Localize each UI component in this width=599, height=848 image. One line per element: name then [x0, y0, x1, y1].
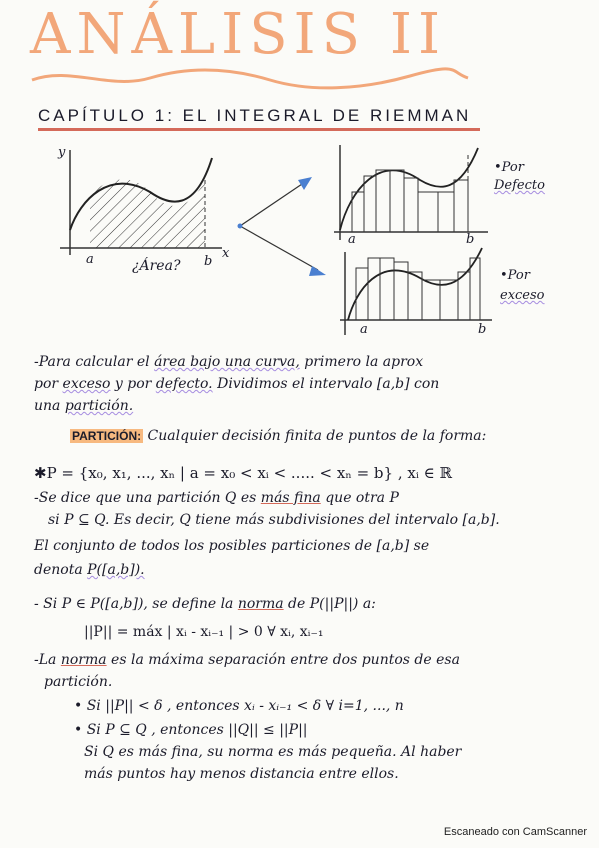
- text-line-1: -Para calcular el área bajo una curva, primero la aprox: [34, 354, 424, 370]
- left-y-label: y: [58, 145, 66, 160]
- text-line-10: - Si P ∈ P([a,b]), se define la norma de P(||P||) a:: [34, 596, 376, 612]
- particion-highlight: PARTICIÓN:: [72, 429, 142, 443]
- defect-caption-1: •Por: [494, 160, 524, 175]
- text-line-16: Si Q es más fina, su norma es más pequeña. Al haber: [84, 744, 462, 760]
- defect-plot: [334, 145, 488, 240]
- text-line-14: • Si ||P|| < δ , entonces xᵢ - xᵢ₋₁ < δ ∀ i=1, ..., n: [74, 698, 404, 714]
- text-line-9: denota P([a,b]).: [34, 562, 145, 578]
- norm-formula: ||P|| = máx | xᵢ - xᵢ₋₁ | > 0 ∀ xᵢ, xᵢ₋₁: [84, 624, 324, 640]
- text-line-17: más puntos hay menos distancia entre ellos.: [84, 766, 399, 782]
- partition-definition: ✱P = {x₀, x₁, ..., xₙ | a = x₀ < xᵢ < ..... < xₙ = b} , xᵢ ∈ ℝ: [34, 464, 452, 482]
- left-b-label: b: [204, 254, 213, 269]
- defect-b-label: b: [466, 232, 475, 247]
- excess-caption-1: •Por: [500, 268, 530, 283]
- excess-a-label: a: [360, 322, 368, 337]
- scanner-watermark: Escaneado con CamScanner: [443, 826, 587, 838]
- text-line-12: -La norma es la máxima separación entre dos puntos de esa: [34, 652, 460, 668]
- left-area-plot: [60, 150, 222, 255]
- text-line-2: por exceso y por defecto. Dividimos el intervalo [a,b] con: [34, 376, 440, 392]
- area-question: ¿Área?: [132, 258, 181, 274]
- left-a-label: a: [86, 252, 94, 267]
- chapter-underline: [38, 128, 480, 131]
- text-line-15: • Si P ⊆ Q , entonces ||Q|| ≤ ||P||: [74, 722, 308, 738]
- defect-caption-2: Defecto: [494, 178, 545, 193]
- title-wave-underline: [30, 62, 470, 92]
- text-line-6: -Se dice que una partición Q es más fina que otra P: [34, 490, 399, 506]
- excess-caption-2: exceso: [500, 288, 545, 303]
- arrows: [238, 177, 327, 276]
- excess-b-label: b: [478, 322, 487, 337]
- text-line-4: PARTICIÓN: Cualquier decisión finita de puntos de la forma:: [72, 428, 487, 444]
- text-line-3: una partición.: [34, 398, 134, 414]
- page-title: ANÁLISIS II: [30, 2, 447, 67]
- text-line-8: El conjunto de todos los posibles particiones de [a,b] se: [34, 538, 430, 554]
- defect-a-label: a: [348, 232, 356, 247]
- text-line-13: partición.: [44, 674, 113, 690]
- chapter-heading: CAPÍTULO 1: EL INTEGRAL DE RIEMMAN: [38, 106, 472, 125]
- text-line-7: si P ⊆ Q. Es decir, Q tiene más subdivisiones del intervalo [a,b].: [48, 512, 500, 528]
- left-x-label: x: [222, 246, 230, 261]
